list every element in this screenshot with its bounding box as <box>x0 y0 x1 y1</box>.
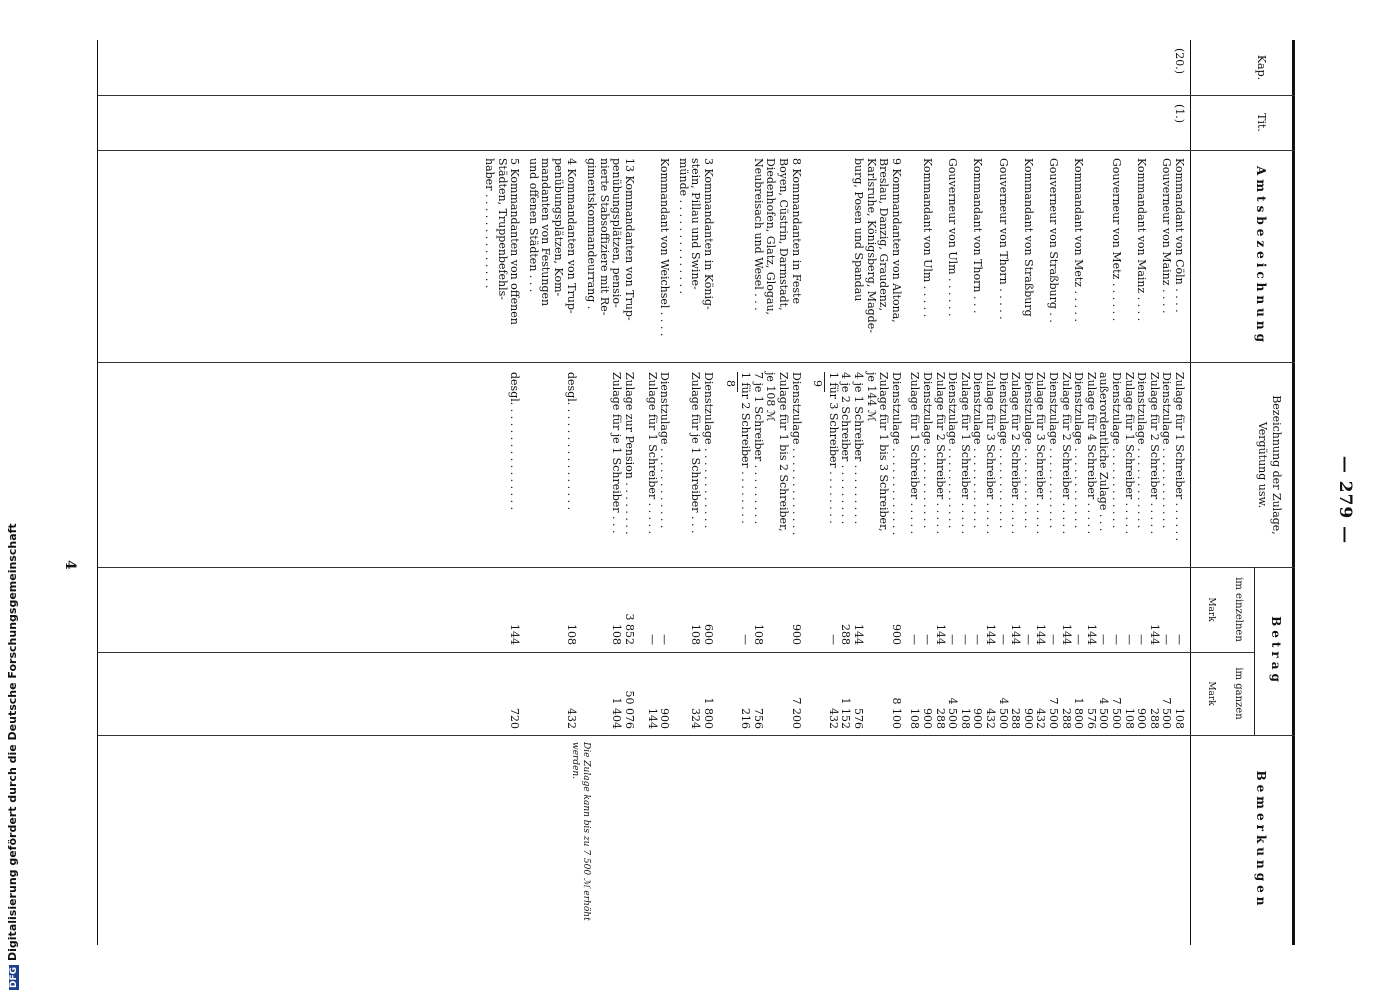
betrag-einzeln: 144 <box>1034 624 1048 645</box>
betrag-ganzen: 288 <box>1059 708 1073 729</box>
zulage-text: desgl. . . . . . . . . . . . . . . . <box>508 372 522 511</box>
header-bemerkungen: Bemerkungen <box>1254 770 1268 910</box>
zulage-text: Dienstzulage . . . . . . . . . . . . <box>996 372 1010 529</box>
betrag-ganzen: 576 <box>1084 708 1098 729</box>
betrag-einzeln: 108 <box>751 624 765 645</box>
betrag-einzeln: 144 <box>1084 624 1098 645</box>
funding-note-text: Digitalisierung gefördert durch die Deutsche Forschungsgemeinschaft <box>6 523 19 961</box>
amtsbezeichnung: Gouverneur von Mainz . . . . <box>1160 158 1174 314</box>
betrag-einzeln: 144 <box>852 624 865 645</box>
betrag-ganzen: 108 <box>958 708 972 729</box>
zulage-text: Dienstzulage . . . . . . . . . . . . <box>1021 372 1035 529</box>
amtsbezeichnung: penübungsplätzen, Kom- <box>552 158 565 297</box>
betrag-einzeln: — <box>1047 634 1060 645</box>
zulage-text: Zulage für 2 Schreiber . . . . . <box>933 372 947 535</box>
amtsbezeichnung: mandanten von Festungen <box>539 158 553 307</box>
betrag-ganzen: 288 <box>1147 708 1161 729</box>
brace-count: 9 <box>811 380 825 387</box>
betrag-ganzen: 1 404 <box>610 697 624 729</box>
betrag-ganzen: 432 <box>826 708 840 729</box>
amtsbezeichnung: Kommandant von Thorn . . . <box>971 158 985 314</box>
zulage-text: je 108 ℳ <box>764 372 778 422</box>
zulage-text: 1 für 2 Schreiber . . . . . . . . <box>739 372 753 524</box>
zulage-text: Zulage für 3 Schreiber . . . . . <box>1034 372 1048 535</box>
zulage-text: desgl. . . . . . . . . . . . . . . . <box>564 372 578 511</box>
zulage-text: Dienstzulage . . . . . . . . . . . . <box>946 372 960 529</box>
betrag-einzeln: 288 <box>839 624 853 645</box>
amtsbezeichnung: Karlsruhe, Königsberg, Magde- <box>864 158 878 333</box>
amtsbezeichnung: Kommandant von Cöln . . . . <box>1173 158 1186 313</box>
zulage-text: Dienstzulage . . . . . . . . . . . . <box>658 372 672 529</box>
amtsbezeichnung: penübungsplätzen, pensio- <box>610 158 624 308</box>
zulage-text: Dienstzulage . . . . . . . . . . . . . <box>789 372 803 536</box>
bottom-rule <box>97 40 98 945</box>
amtsbezeichnung: Kommandant von Ulm . . . . . <box>921 158 934 318</box>
header-zulage: Bezeichnung der Zulage, Vergütung usw. <box>1256 395 1283 535</box>
zulage-text: je 144 ℳ <box>864 372 878 422</box>
amtsbezeichnung: und offenen Städten . . . <box>526 158 540 293</box>
zulage-text: Dienstzulage . . . . . . . . . . . . . <box>889 372 903 536</box>
betrag-ganzen: 216 <box>739 708 753 729</box>
dfg-logo: DFG <box>9 966 19 988</box>
brace-count: 8 <box>723 380 737 387</box>
amtsbezeichnung: Neubreisach und Wesel . . . <box>751 158 765 311</box>
betrag-ganzen: 288 <box>933 708 947 729</box>
betrag-ganzen: 576 <box>852 708 865 729</box>
zulage-text: Zulage für 2 Schreiber . . . . . <box>1059 372 1073 535</box>
amtsbezeichnung: burg, Posen und Spandau <box>852 158 865 302</box>
zulage-text: Dienstzulage . . . . . . . . . . . . <box>921 372 934 529</box>
zulage-text: Zulage zur Pension . . . . . . . . <box>623 372 636 535</box>
betrag-einzeln: 900 <box>889 624 903 645</box>
betrag-ganzen: 4 500 <box>996 697 1010 729</box>
betrag-einzeln: 144 <box>508 624 522 645</box>
betrag-einzeln: 900 <box>789 624 803 645</box>
betrag-einzeln: 108 <box>689 624 703 645</box>
header-mark: Mark <box>1206 597 1216 622</box>
amtsbezeichnung: Breslau, Danzig, Graudenz, <box>877 158 891 312</box>
zulage-text: Zulage für 2 Schreiber . . . . . <box>1009 372 1023 535</box>
zulage-text: Dienstzulage . . . . . . . . . . . . <box>971 372 985 529</box>
brace-rule <box>737 372 738 392</box>
remark-ulm: Die Zulage kann bis zu 7 500 ℳ erhöht werden. <box>570 742 591 921</box>
betrag-ganzen: 108 <box>1122 708 1136 729</box>
betrag-einzeln: — <box>1160 634 1174 645</box>
betrag-ganzen: 756 <box>751 708 765 729</box>
betrag-ganzen: 288 <box>1009 708 1023 729</box>
betrag-ganzen: 720 <box>508 708 522 729</box>
betrag-einzeln: — <box>1135 634 1149 645</box>
amtsbezeichnung: haber . . . . . . . . . . . . . . <box>483 158 496 289</box>
betrag-ganzen: 8 100 <box>889 697 903 729</box>
amtsbezeichnung: münde . . . . . . . . . . . . . . <box>676 158 690 295</box>
amtsbezeichnung: 4 Kommandanten von Trup- <box>564 158 578 314</box>
zulage-text: Zulage für 1 Schreiber . . . . . <box>645 372 659 535</box>
amtsbezeichnung: Kommandant von Metz . . . . . <box>1072 158 1086 323</box>
betrag-ganzen: 50 076 <box>623 690 636 729</box>
betrag-ganzen: 108 <box>1173 708 1186 729</box>
betrag-einzeln: — <box>1072 634 1086 645</box>
zulage-text: Zulage für 1 bis 3 Schreiber, <box>877 372 891 532</box>
amtsbezeichnung: gimentskommandeurrang . <box>585 158 599 310</box>
amtsbezeichnung: Gouverneur von Metz . . . . . . <box>1110 158 1123 322</box>
amtsbezeichnung: 8 Kommandanten in Feste <box>789 158 803 304</box>
col-divider <box>98 95 1295 96</box>
amtsbezeichnung: 13 Kommandanten von Trup- <box>623 158 636 321</box>
betrag-ganzen: 900 <box>921 708 934 729</box>
betrag-ganzen: 900 <box>1135 708 1149 729</box>
zulage-text: Zulage für 1 Schreiber . . . . . <box>958 372 972 535</box>
betrag-einzeln: — <box>971 634 985 645</box>
zulage-text: 4 je 2 Schreiber . . . . . . . . . <box>839 372 853 525</box>
betrag-einzeln: 144 <box>1059 624 1073 645</box>
col-divider <box>98 362 1295 363</box>
kap-value: (20.) <box>1173 48 1186 75</box>
betrag-einzeln: — <box>1173 634 1186 645</box>
betrag-ganzen: 432 <box>1034 708 1048 729</box>
page-footer-number: 4 <box>62 560 78 570</box>
zulage-text: Zulage für 1 Schreiber . . . . . <box>908 372 922 535</box>
betrag-einzeln: — <box>958 634 972 645</box>
betrag-einzeln: 108 <box>564 624 578 645</box>
betrag-ganzen: 4 500 <box>946 697 960 729</box>
zulage-text: Dienstzulage . . . . . . . . . . . . <box>702 372 715 529</box>
betrag-ganzen: 7 500 <box>1110 697 1123 729</box>
col-divider <box>98 150 1295 151</box>
zulage-text: Zulage für 1 Schreiber . . . . . <box>1122 372 1136 535</box>
col-divider <box>98 735 1295 736</box>
betrag-ganzen: 432 <box>984 708 997 729</box>
page-number: — 279 — <box>1335 455 1355 545</box>
header-rule <box>1190 40 1191 945</box>
brace-rule <box>824 372 825 392</box>
amtsbezeichnung: Kommandant von Weichsel . . . . <box>658 158 672 337</box>
betrag-einzeln: — <box>996 634 1010 645</box>
tit-value: (1.) <box>1173 104 1186 124</box>
betrag-ganzen: 1 800 <box>702 697 715 729</box>
amtsbezeichnung: Kommandant von Mainz . . . . <box>1135 158 1149 322</box>
zulage-text: Zulage für 3 Schreiber . . . . . <box>984 372 997 535</box>
amtsbezeichnung: 5 Kommandanten von offenen <box>508 158 522 325</box>
zulage-text: 1 für 3 Schreiber . . . . . . . . <box>826 372 840 524</box>
header-im-ganzen: im ganzen <box>1233 667 1244 720</box>
betrag-einzeln: — <box>921 634 934 645</box>
betrag-einzeln: — <box>658 634 672 645</box>
zulage-text: 4 je 1 Schreiber . . . . . . . . . <box>852 372 865 525</box>
amtsbezeichnung: Diedenhofen, Glatz, Glogau, <box>764 158 778 316</box>
zulage-text: Dienstzulage . . . . . . . . . . . . <box>1160 372 1174 529</box>
zulage-text: Dienstzulage . . . . . . . . . . . . <box>1072 372 1086 529</box>
betrag-einzeln: 144 <box>984 624 997 645</box>
amtsbezeichnung: nierte Stabsoffiziere mit Re- <box>597 158 611 316</box>
amtsbezeichnung: Gouverneur von Ulm . . . . . . <box>946 158 960 317</box>
zulage-text: Zulage für 1 bis 2 Schreiber, <box>777 372 790 532</box>
betrag-ganzen: 108 <box>908 708 922 729</box>
amtsbezeichnung: Boyen, Cüstrin, Darmstadt, <box>777 158 790 311</box>
zulage-text: außerordentliche Zulage . . . <box>1097 372 1111 532</box>
amtsbezeichnung: Städten, Truppenbefehls- <box>495 158 509 301</box>
funding-note <box>6 523 19 990</box>
zulage-text: Dienstzulage . . . . . . . . . . . . <box>1135 372 1149 529</box>
col-divider <box>98 567 1295 568</box>
betrag-einzeln: — <box>645 634 659 645</box>
betrag-ganzen: 900 <box>1021 708 1035 729</box>
betrag-ganzen: 324 <box>689 708 703 729</box>
betrag-ganzen: 7 500 <box>1160 697 1174 729</box>
betrag-einzeln: — <box>1097 634 1111 645</box>
betrag-ganzen: 7 500 <box>1047 697 1060 729</box>
betrag-einzeln: 144 <box>933 624 947 645</box>
zulage-text: Zulage für je 1 Schreiber . . . <box>689 372 703 534</box>
amtsbezeichnung: Gouverneur von Straßburg . . <box>1047 158 1060 323</box>
col-divider <box>98 652 1255 653</box>
betrag-ganzen: 900 <box>971 708 985 729</box>
betrag-einzeln: — <box>946 634 960 645</box>
zulage-text: Dienstzulage . . . . . . . . . . . . <box>1110 372 1123 529</box>
amtsbezeichnung: 3 Kommandanten in König- <box>702 158 715 310</box>
betrag-rule <box>1254 567 1255 735</box>
header-betrag: Betrag <box>1269 616 1283 686</box>
betrag-ganzen: 144 <box>645 708 659 729</box>
zulage-text: 7 je 1 Schreiber . . . . . . . . . <box>751 372 765 525</box>
header-kap: Kap. <box>1255 54 1268 81</box>
zulage-text: Zulage für 1 Schreiber . . . . . . <box>1173 372 1186 542</box>
zulage-text: Zulage für 4 Schreiber . . . . . <box>1084 372 1098 535</box>
betrag-ganzen: 1 152 <box>839 697 853 729</box>
betrag-einzeln: — <box>826 634 840 645</box>
betrag-einzeln: 144 <box>1147 624 1161 645</box>
betrag-einzeln: — <box>1110 634 1123 645</box>
zulage-text: Zulage für je 1 Schreiber . . . <box>610 372 624 534</box>
amtsbezeichnung: Gouverneur von Thorn . . . . . <box>996 158 1010 320</box>
top-rule <box>1292 40 1295 945</box>
zulage-text: Zulage für 2 Schreiber . . . . . <box>1147 372 1161 535</box>
betrag-einzeln: 600 <box>702 624 715 645</box>
zulage-text: Dienstzulage . . . . . . . . . . . . <box>1047 372 1060 529</box>
header-tit: Tit. <box>1255 113 1268 132</box>
amtsbezeichnung: Kommandant von Straßburg <box>1021 158 1035 317</box>
betrag-ganzen: 900 <box>658 708 672 729</box>
amtsbezeichnung: 9 Kommandanten von Altona, <box>889 158 903 323</box>
header-im-einzelnen: im einzelnen <box>1233 577 1244 642</box>
betrag-einzeln: 108 <box>610 624 624 645</box>
amtsbezeichnung: stein, Pillau und Swine- <box>689 158 703 290</box>
betrag-einzeln: — <box>1122 634 1136 645</box>
header-mark: Mark <box>1206 681 1216 706</box>
betrag-ganzen: 1 800 <box>1072 697 1086 729</box>
betrag-einzeln: 3 852 <box>623 613 636 645</box>
betrag-ganzen: 4 500 <box>1097 697 1111 729</box>
betrag-ganzen: 432 <box>564 708 578 729</box>
betrag-einzeln: — <box>1021 634 1035 645</box>
betrag-einzeln: 144 <box>1009 624 1023 645</box>
header-amtsbezeichnung: Amtsbezeichnung <box>1254 166 1268 346</box>
betrag-einzeln: — <box>908 634 922 645</box>
betrag-einzeln: — <box>739 634 753 645</box>
betrag-ganzen: 7 200 <box>789 697 803 729</box>
